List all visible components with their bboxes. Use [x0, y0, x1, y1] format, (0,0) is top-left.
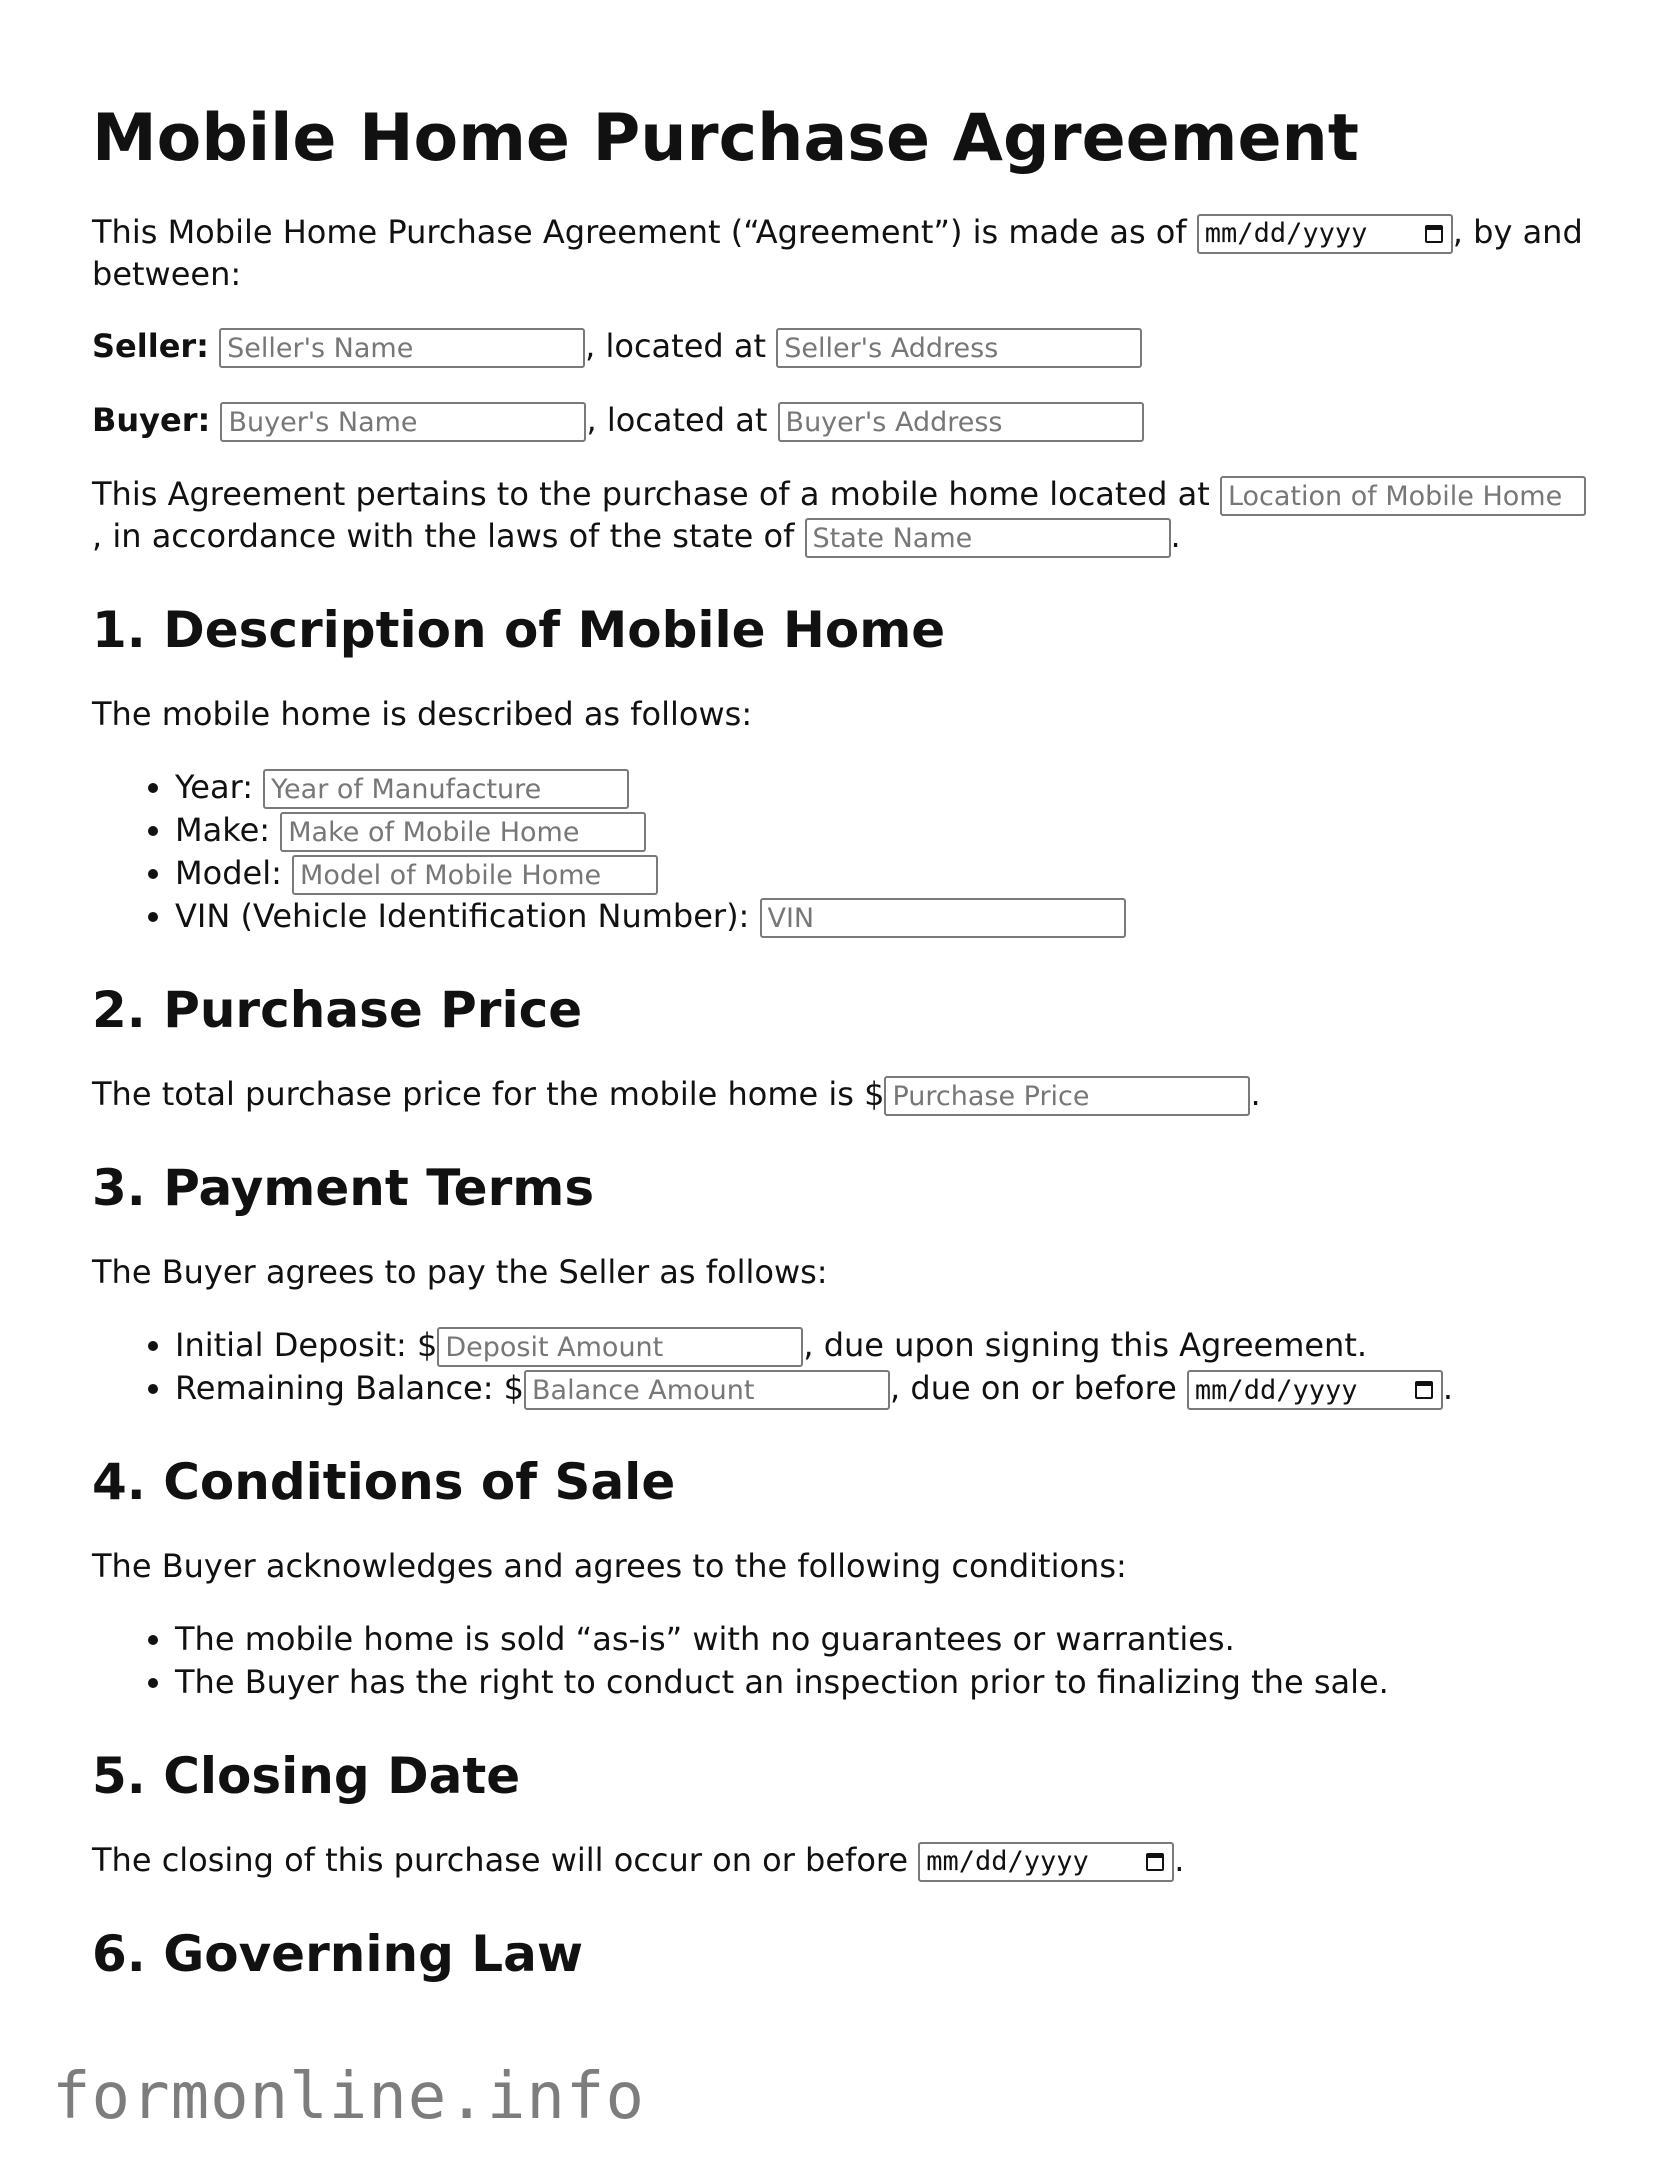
page-title: Mobile Home Purchase Agreement: [92, 101, 1359, 176]
closing-date-placeholder: mm/dd/yyyy: [926, 1846, 1089, 1877]
seller-label: Seller:: [92, 327, 209, 365]
intro-text: This Mobile Home Purchase Agreement (“Agreement”) is made as of: [92, 213, 1187, 251]
deposit-label: Initial Deposit: $: [175, 1326, 438, 1364]
calendar-icon[interactable]: [1425, 225, 1443, 243]
seller-name-input[interactable]: [219, 328, 585, 368]
balance-amount-input[interactable]: [524, 1370, 890, 1410]
calendar-icon[interactable]: [1146, 1853, 1164, 1871]
purchase-price-text: The total purchase price for the mobile home is $: [92, 1075, 885, 1113]
deposit-text-after: , due upon signing this Agreement.: [803, 1326, 1368, 1364]
agreement-date-input[interactable]: [1197, 214, 1453, 254]
vin-input[interactable]: [760, 898, 1126, 938]
section-heading-conditions: 4. Conditions of Sale: [92, 1453, 676, 1511]
location-text-after: .: [1170, 517, 1181, 555]
seller-address-input[interactable]: [776, 328, 1142, 368]
purchase-price-text-after: .: [1250, 1075, 1261, 1113]
balance-due-date-input[interactable]: [1187, 1370, 1443, 1410]
home-location-input[interactable]: [1220, 476, 1586, 516]
purchase-price-paragraph: [92, 1074, 1592, 1116]
description-list: [92, 766, 1592, 938]
make-input[interactable]: [280, 812, 646, 852]
list-item: [175, 895, 1592, 938]
list-item: [175, 1324, 1592, 1367]
location-text: This Agreement pertains to the purchase of a mobile home located at: [92, 475, 1210, 513]
conditions-intro: The Buyer acknowledges and agrees to the following conditions:: [92, 1547, 1127, 1585]
closing-date-text: The closing of this purchase will occur on or before: [92, 1841, 909, 1879]
model-label: Model:: [175, 854, 282, 892]
location-paragraph: [92, 474, 1592, 558]
location-text-middle: , in accordance with the laws of the state of: [92, 517, 795, 555]
intro-paragraph: [92, 212, 1592, 294]
agreement-date-placeholder: mm/dd/yyyy: [1204, 218, 1368, 249]
list-item: • The Buyer has the right to conduct an inspection prior to finalizing the sale.: [175, 1661, 1592, 1704]
buyer-name-input[interactable]: [220, 402, 586, 442]
list-item: [175, 852, 1592, 895]
section-heading-description: 1. Description of Mobile Home: [92, 601, 946, 659]
calendar-icon[interactable]: [1415, 1381, 1433, 1399]
closing-date-text-after: .: [1174, 1841, 1185, 1879]
description-intro: The mobile home is described as follows:: [92, 695, 753, 733]
seller-located-text: , located at: [585, 327, 767, 365]
seller-line: [92, 326, 1592, 368]
state-name-input[interactable]: [805, 518, 1171, 558]
balance-label: Remaining Balance: $: [175, 1369, 525, 1407]
buyer-address-input[interactable]: [778, 402, 1144, 442]
section-heading-purchase-price: 2. Purchase Price: [92, 981, 583, 1039]
agreement-document: [92, 100, 1592, 2018]
balance-text-after: .: [1442, 1369, 1454, 1407]
deposit-amount-input[interactable]: [437, 1327, 803, 1367]
intro-text-after: , by and between:: [92, 213, 1583, 293]
year-input[interactable]: [263, 769, 629, 809]
buyer-located-text: , located at: [586, 401, 768, 439]
balance-text-middle: , due on or before: [890, 1369, 1177, 1407]
payment-terms-intro: The Buyer agrees to pay the Seller as follows:: [92, 1253, 828, 1291]
conditions-list: [92, 1618, 1592, 1704]
list-item: • The mobile home is sold “as-is” with no guarantees or warranties.: [175, 1618, 1592, 1661]
purchase-price-input[interactable]: [884, 1076, 1250, 1116]
make-label: Make:: [175, 811, 271, 849]
balance-date-placeholder: mm/dd/yyyy: [1194, 1374, 1358, 1406]
year-label: Year:: [175, 768, 253, 806]
section-heading-governing-law: 6. Governing Law: [92, 1925, 584, 1983]
closing-date-input[interactable]: [918, 1842, 1174, 1882]
watermark: formonline.info: [52, 2060, 645, 2134]
list-item: [175, 809, 1592, 852]
vin-label: VIN (Vehicle Identification Number):: [175, 897, 750, 935]
list-item: [175, 1367, 1592, 1410]
buyer-label: Buyer:: [92, 401, 211, 439]
buyer-line: [92, 400, 1592, 442]
model-input[interactable]: [292, 855, 658, 895]
section-heading-closing-date: 5. Closing Date: [92, 1747, 521, 1805]
closing-date-paragraph: [92, 1840, 1592, 1882]
list-item: [175, 766, 1592, 809]
section-heading-payment-terms: 3. Payment Terms: [92, 1159, 595, 1217]
payment-terms-list: [92, 1324, 1592, 1410]
